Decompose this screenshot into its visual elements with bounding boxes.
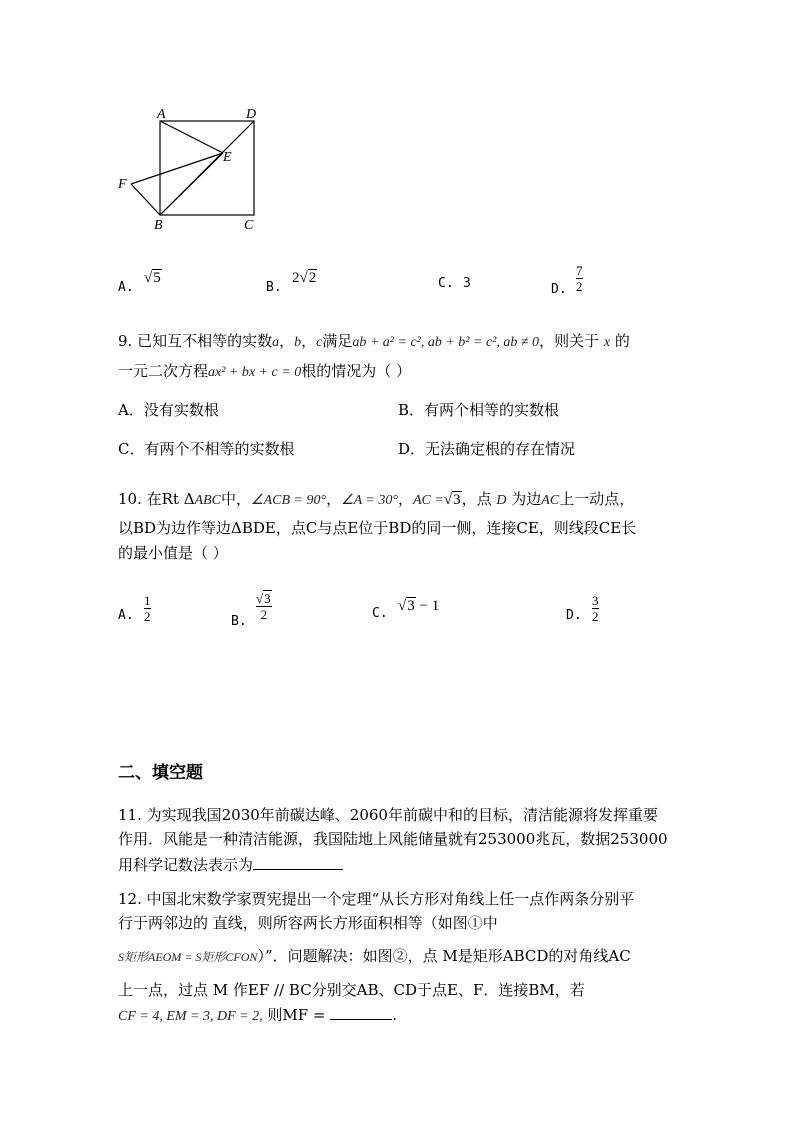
q9-option-d: D．无法确定根的存在情况 bbox=[398, 440, 576, 458]
q12-line1: 12. 中国北宋数学家贾宪提出一个定理“从长方形对角线上任一点作两条分别平 bbox=[118, 890, 635, 908]
q12-answer-blank[interactable] bbox=[330, 1003, 392, 1020]
segment-fb bbox=[131, 184, 160, 215]
q9-option-a: A．没有实数根 bbox=[118, 401, 219, 419]
section-title: 二、填空题 bbox=[118, 763, 203, 783]
q12-line3: S矩形AEOM = S矩形CFON）”．问题解决：如图②，点 M是矩形ABCD的对角线AC bbox=[118, 947, 631, 965]
q11-answer-blank[interactable] bbox=[253, 853, 343, 870]
q9-line1: 9. 已知互不相等的实数a，b，c满足ab + a² = c², ab + b² = c², ab ≠ 0，则关于 x 的 bbox=[118, 332, 630, 350]
q10-option-d-value: 3 2 bbox=[592, 593, 599, 624]
geometry-figure bbox=[110, 100, 280, 235]
q10-line1: 10. 在Rt ΔABC中，∠ACB = 90°，∠A = 30°，AC =√3，点 D 为边AC上一动点， bbox=[118, 490, 635, 508]
label-b: B bbox=[154, 218, 163, 233]
q10-options bbox=[118, 592, 718, 628]
label-c: C bbox=[244, 218, 254, 233]
q10-line3: 的最小值是（ ） bbox=[118, 544, 228, 562]
segment-ae bbox=[160, 121, 223, 153]
label-e: E bbox=[223, 150, 232, 165]
label-f: F bbox=[118, 177, 127, 192]
q11-line1: 11. 为实现我国2030年前碳达峰、2060年前碳中和的目标，清洁能源将发挥重要 bbox=[118, 806, 658, 824]
q10-line2: 以BD为边作等边ΔBDE，点C与点E位于BD的同一侧，连接CE，则线段CE长 bbox=[118, 519, 637, 537]
q8-option-d-value: 7 2 bbox=[576, 263, 583, 294]
q8-option-a-label: A. bbox=[118, 280, 134, 295]
q10-option-d-label: D. bbox=[566, 608, 582, 623]
label-d: D bbox=[246, 107, 257, 122]
q9-option-b: B．有两个相等的实数根 bbox=[398, 401, 560, 419]
q11-line2: 作用．风能是一种清洁能源，我国陆地上风能储量就有253000兆瓦，数据253000 bbox=[118, 830, 668, 848]
q10-option-c-label: C. bbox=[372, 606, 388, 621]
q8-option-c-label: C. bbox=[438, 276, 454, 291]
q9-line2: 一元二次方程ax² + bx + c = 0根的情况为（ ） bbox=[118, 362, 411, 380]
q8-option-d-label: D. bbox=[551, 282, 567, 297]
q12-line5: CF = 4, EM = 3, DF = 2, 则MF = . bbox=[118, 1003, 397, 1027]
q10-option-a-label: A. bbox=[118, 608, 134, 623]
q12-line2: 行于两邻边的 直线，则所容两长方形面积相等（如图①中 bbox=[118, 914, 498, 932]
q10-option-b-value: √3 2 bbox=[256, 591, 271, 622]
q10-option-a-value: 1 2 bbox=[144, 593, 151, 624]
q8-option-b-label: B. bbox=[266, 280, 282, 295]
q10-option-c-value: √3 − 1 bbox=[398, 598, 440, 614]
q9-option-c: C．有两个不相等的实数根 bbox=[118, 440, 295, 458]
q10-option-b-label: B. bbox=[231, 614, 247, 629]
segment-be bbox=[160, 153, 223, 215]
segment-fe bbox=[131, 153, 223, 184]
q11-line3: 用科学记数法表示为 bbox=[118, 853, 343, 875]
q8-option-c-value: 3 bbox=[463, 276, 471, 291]
q8-option-a-value: √5 bbox=[144, 270, 161, 286]
q8-options bbox=[118, 263, 718, 300]
q12-line4: 上一点，过点 M 作EF // BC分别交AB、CD于点E、F．连接BM，若 bbox=[118, 981, 585, 999]
label-a: A bbox=[157, 107, 166, 122]
q8-option-b-value: 2√2 bbox=[292, 270, 317, 286]
